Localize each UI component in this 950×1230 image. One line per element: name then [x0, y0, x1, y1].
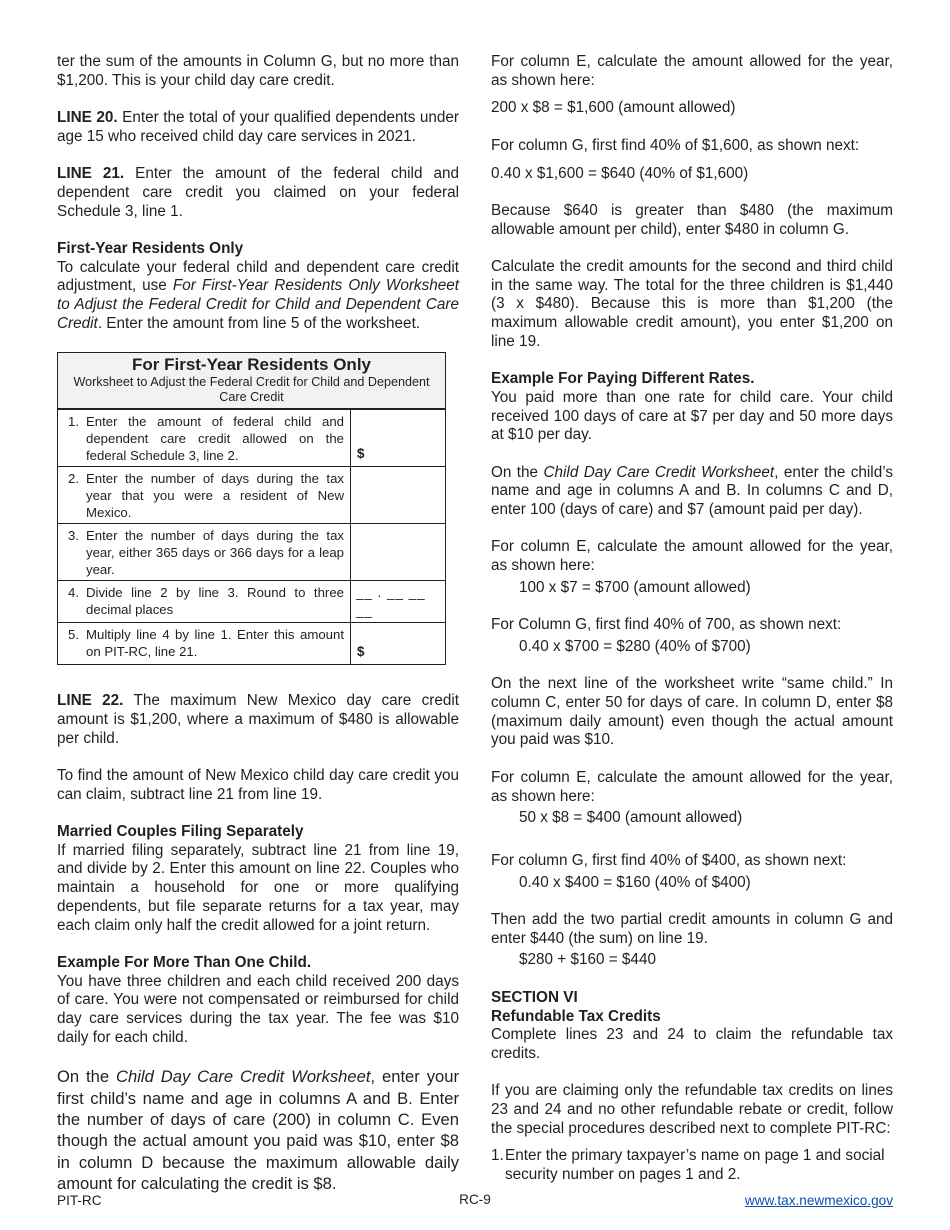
procedure-list: [491, 1147, 893, 1184]
paragraph: Calculate the credit amounts for the second and third child in the same way. The total for the three children is $1,440 (3 x $480). Because this is more than $1,200 (the maximum allowable credit amount), you enter $1,200 on line 19.: [491, 257, 893, 350]
worksheet-days-field[interactable]: [351, 524, 445, 580]
calculation: 200 x $8 = $1,600 (amount allowed): [491, 99, 736, 117]
footer-form-name: PIT-RC: [57, 1193, 102, 1208]
worksheet-row-4: [58, 580, 445, 622]
paragraph: Because $640 is greater than $480 (the maximum allowable amount per child), enter $480 in column G.: [491, 201, 893, 238]
worksheet-row-text: [58, 467, 351, 523]
first-year-heading: First-Year Residents Only: [57, 239, 244, 257]
worksheet-name-italic: Child Day Care Credit Worksheet: [116, 1067, 371, 1087]
list-number: 1.: [491, 1147, 504, 1165]
paragraph: For column E, calculate the amount allowed for the year, as shown here:: [491, 53, 893, 89]
worksheet-row-5: [58, 622, 445, 664]
worksheet-title-italic: For First-Year Residents Only Worksheet to Adjust the Federal Credit for Child and Dependent Care Credit: [57, 277, 459, 332]
row-number: 2.: [68, 471, 79, 487]
row-instruction: Multiply line 4 by line 1. Enter this amount on PIT-RC, line 21.: [86, 627, 344, 660]
paragraph: ter the sum of the amounts in Column G, but no more than $1,200. This is your child day care credit.: [57, 53, 459, 89]
paragraph: For column G, first find 40% of $400, as shown next:: [491, 851, 847, 869]
worksheet-title: For First-Year Residents Only: [131, 354, 371, 374]
first-year-paragraph: [57, 259, 459, 334]
text: , enter the child’s name and age in columns A and B. In columns C and D, enter 100 (days of care) and $7 (amount paid per day).: [491, 463, 893, 519]
line-22-paragraph: [57, 692, 459, 748]
row-number: 5.: [68, 627, 79, 643]
worksheet-header: [58, 353, 445, 410]
worksheet-row-text: [58, 524, 351, 580]
worksheet-amount-field[interactable]: [351, 410, 445, 466]
footer-website-link[interactable]: www.tax.newmexico.gov: [744, 1193, 893, 1208]
line-21-paragraph: [57, 165, 459, 221]
paragraph: If you are claiming only the refundable tax credits on lines 23 and 24 and no other refundable rebate or credit, follow the special procedures described next to complete PIT-RC:: [491, 1082, 893, 1137]
decimal-placeholder: __ . __ __ __: [356, 584, 426, 619]
row-instruction: Enter the number of days during the tax year, either 365 days or 366 days for a leap year.: [86, 528, 344, 578]
footer-page-number: RC-9: [459, 1192, 491, 1207]
row-number: 3.: [68, 528, 79, 544]
worksheet-days-field[interactable]: [351, 467, 445, 523]
example-more-paragraph: You have three children and each child received 200 days of care. You were not compensated or reimbursed for child day care services during the tax year. The fee was $10 daily for each child.: [57, 972, 459, 1046]
text: To calculate your federal child and dependent care credit adjustment, use: [57, 258, 459, 295]
right-column: [491, 53, 893, 1185]
example-rates-paragraph: You paid more than one rate for child care. Your child received 100 days of care at $7 per day and 50 more days at $10 per day.: [491, 388, 893, 444]
list-text: Enter the primary taxpayer’s name on page 1 and social security number on pages 1 and 2.: [505, 1147, 885, 1184]
paragraph: For column E, calculate the amount allowed for the year, as shown here:: [491, 768, 893, 805]
section-title: Refundable Tax Credits: [491, 1007, 661, 1025]
calculation: 100 x $7 = $700 (amount allowed): [519, 578, 751, 596]
married-heading: Married Couples Filing Separately: [57, 822, 304, 840]
line-21-text: Enter the amount of the federal child and dependent care credit you claimed on your federal Schedule 3, line 1.: [57, 165, 460, 220]
text: . Enter the amount from line 5 of the worksheet.: [97, 314, 421, 332]
paragraph: [491, 464, 893, 520]
line-22-label: LINE 22.: [57, 692, 124, 710]
paragraph: For Column G, first find 40% of 700, as shown next:: [491, 616, 842, 634]
worksheet-row-2: [58, 466, 445, 523]
paragraph: On the next line of the worksheet write “same child.” In column C, enter 50 for days of care. In column D, enter $8 (maximum daily amount) even though the actual amount you paid was $10.: [491, 675, 893, 749]
paragraph: To find the amount of New Mexico child day care credit you can claim, subtract line 21 from line 19.: [57, 766, 459, 803]
paragraph: Then add the two partial credit amounts in column G and enter $440 (the sum) on line 19.: [491, 911, 893, 947]
row-instruction: Enter the number of days during the tax year that you were a resident of New Mexico.: [86, 471, 344, 521]
calculation: 0.40 x $700 = $280 (40% of $700): [519, 637, 751, 655]
worksheet-row-text: [58, 410, 351, 466]
text: On the: [57, 1067, 117, 1087]
line-21-label: LINE 21.: [57, 165, 125, 183]
worksheet-amount-field[interactable]: [351, 623, 445, 664]
worksheet-row-1: [58, 409, 445, 466]
row-instruction: Divide line 2 by line 3. Round to three decimal places: [86, 585, 344, 618]
calculation: $280 + $160 = $440: [519, 951, 656, 969]
worksheet-subtitle: Worksheet to Adjust the Federal Credit for Child and Dependent Care Credit: [73, 374, 430, 404]
section-label: SECTION VI: [491, 988, 578, 1006]
line-20-paragraph: [57, 109, 459, 146]
example-more-heading: Example For More Than One Child.: [57, 953, 312, 971]
first-year-worksheet: [57, 352, 446, 666]
text: , enter your first child’s name and age in columns A and B. Enter the number of days of care (200) in column C. Even though the actual amount you paid was $10, enter $8 in column D because the maximum allowable daily amount for calculating the credit is $8.: [57, 1067, 459, 1194]
example-rates-heading: Example For Paying Different Rates.: [491, 370, 755, 388]
text: On the: [491, 463, 544, 481]
calculation: 0.40 x $1,600 = $640 (40% of $1,600): [491, 164, 749, 182]
line-22-text: The maximum New Mexico day care credit amount is $1,200, where a maximum of $480 is allowable per child.: [57, 692, 459, 747]
section-paragraph: Complete lines 23 and 24 to claim the refundable tax credits.: [491, 1026, 893, 1062]
line-20-text: Enter the total of your qualified dependents under age 15 who received child day care services in 2021.: [57, 109, 459, 145]
worksheet-instructions-paragraph: [57, 1066, 459, 1194]
paragraph: For column G, first find 40% of $1,600, as shown next:: [491, 136, 860, 154]
row-number: 1.: [68, 414, 79, 430]
worksheet-decimal-field[interactable]: [351, 581, 445, 622]
list-item: [491, 1147, 893, 1184]
calculation: 0.40 x $400 = $160 (40% of $400): [519, 873, 751, 891]
dollar-sign: $: [357, 644, 365, 660]
line-20-label: LINE 20.: [57, 109, 118, 127]
worksheet-row-text: [58, 623, 351, 664]
worksheet-row-3: [58, 523, 445, 580]
row-instruction: Enter the amount of federal child and dependent care credit allowed on the federal Schedule 3, line 2.: [86, 414, 344, 464]
paragraph: For column E, calculate the amount allowed for the year, as shown here:: [491, 538, 893, 575]
calculation: 50 x $8 = $400 (amount allowed): [519, 809, 743, 827]
left-column: [57, 53, 459, 1195]
row-number: 4.: [68, 585, 79, 601]
worksheet-name-italic: Child Day Care Credit Worksheet: [543, 463, 775, 481]
dollar-sign: $: [357, 446, 365, 462]
worksheet-row-text: [58, 581, 351, 622]
married-paragraph: If married filing separately, subtract line 21 from line 19, and divide by 2. Enter this amount on line 22. Couples who maintain a household for one or more qualifying dependents, but file separate returns for a tax year, may each claim only half the credit allowed for a joint return.: [57, 841, 459, 934]
